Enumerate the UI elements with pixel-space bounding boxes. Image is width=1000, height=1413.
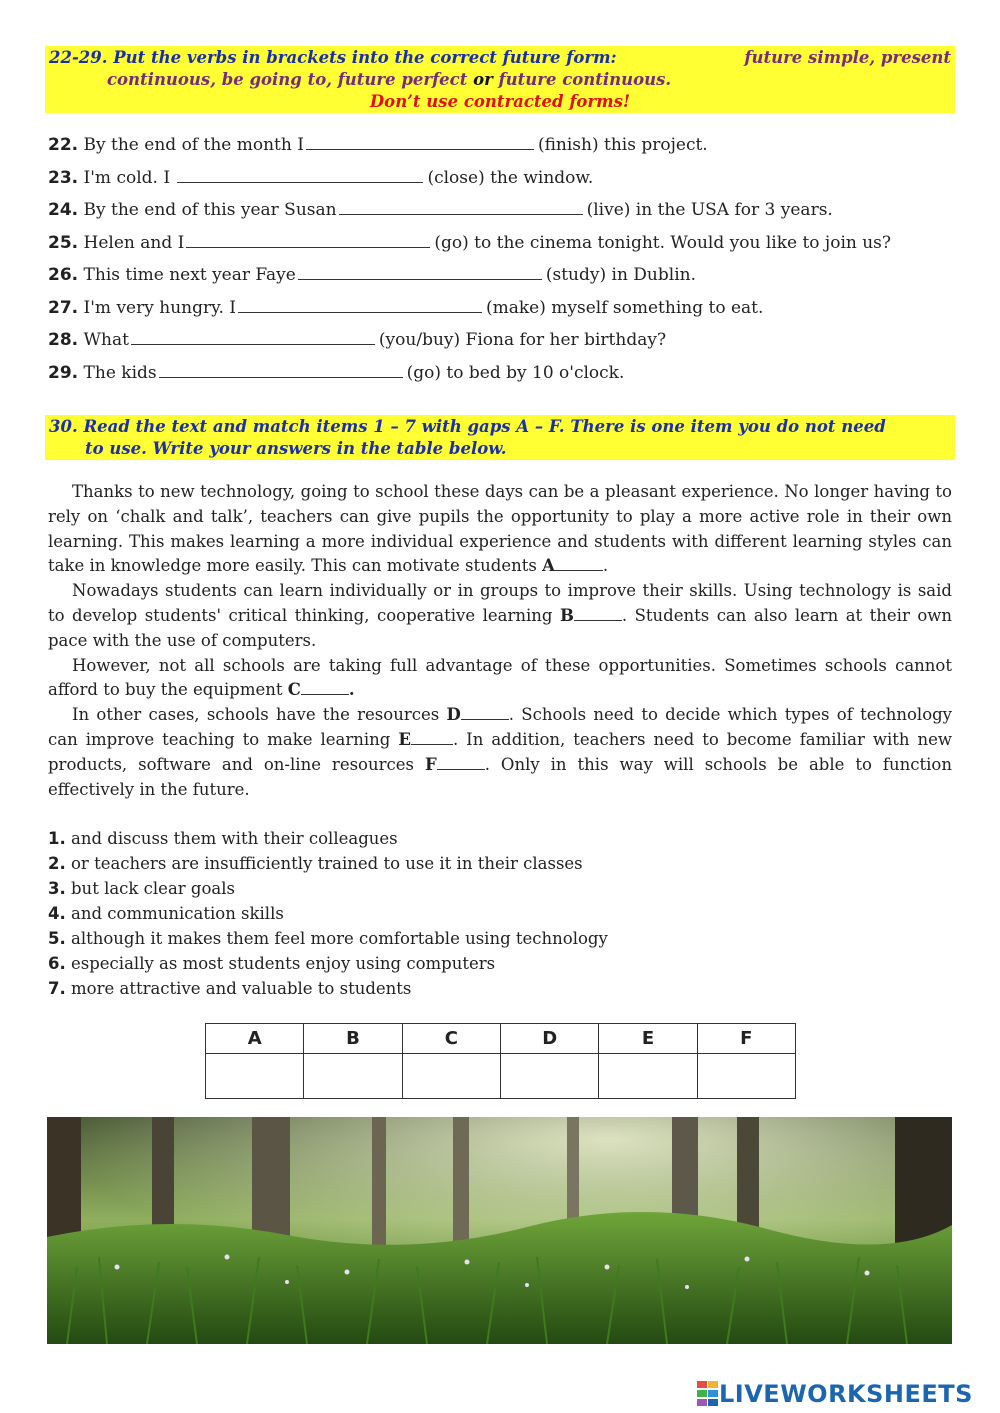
option-item: 5. although it makes them feel more comfortable using technology xyxy=(48,929,608,948)
logo-text: LIVEWORKSHEETS xyxy=(719,1380,973,1408)
question-26 xyxy=(48,262,968,295)
gap-d[interactable]: D xyxy=(446,705,508,724)
answer-blank[interactable] xyxy=(306,133,534,150)
option-item: 3. but lack clear goals xyxy=(48,879,235,898)
question-text: I'm cold. I xyxy=(83,167,171,188)
question-text: I'm very hungry. I xyxy=(83,297,236,318)
table-header-d: D xyxy=(501,1024,599,1054)
gap-b[interactable]: B xyxy=(560,606,622,625)
task1-forms-2: continuous, be going to, future perfect xyxy=(107,70,468,89)
task1-forms-3: future continuous. xyxy=(498,70,672,89)
paragraph-2: Nowadays students can learn individually or in groups to improve their skills. Using technology is said to develop students' critical thinking, cooperative learning B . Students can also learn at their own pace with the use of computers. xyxy=(48,581,952,650)
question-verb: (you/buy) Fiona for her birthday? xyxy=(378,330,667,350)
option-item: 6. especially as most students enjoy using computers xyxy=(48,954,496,973)
question-29 xyxy=(48,360,968,393)
question-number: 28. xyxy=(48,330,79,350)
option-item: 7. more attractive and valuable to students xyxy=(48,979,412,998)
paragraph-3: However, not all schools are taking full advantage of these opportunities. Sometimes schools cannot afford to buy the equipment C . xyxy=(48,655,952,700)
answer-cell-e[interactable] xyxy=(599,1054,697,1099)
liveworksheets-logo xyxy=(697,1379,973,1409)
answer-blank[interactable] xyxy=(298,263,542,280)
answer-table xyxy=(205,1023,796,1099)
answer-blank[interactable] xyxy=(177,166,423,183)
task2-line-2: to use. Write your answers in the table below. xyxy=(85,439,507,458)
forest-image xyxy=(47,1117,952,1344)
question-verb: (live) in the USA for 3 years. xyxy=(586,200,833,220)
answer-blank[interactable] xyxy=(186,231,430,248)
question-text: By the end of the month I xyxy=(83,135,304,155)
question-27 xyxy=(48,295,968,328)
task1-number: 22-29. xyxy=(49,48,108,67)
question-text: Helen and I xyxy=(83,232,185,253)
task1-intro: Put the verbs in brackets into the correct future form: xyxy=(113,48,617,67)
gap-a[interactable]: A xyxy=(542,556,603,575)
answer-blank[interactable] xyxy=(131,328,375,345)
answer-blank[interactable] xyxy=(159,361,403,378)
question-number: 26. xyxy=(48,265,79,285)
question-number: 25. xyxy=(48,232,79,253)
question-number: 24. xyxy=(48,200,79,220)
answer-blank[interactable] xyxy=(339,198,583,215)
option-item: 2. or teachers are insufficiently trained to use it in their classes xyxy=(48,854,583,873)
question-list xyxy=(48,132,968,392)
answer-cell-c[interactable] xyxy=(402,1054,500,1099)
task1-or: or xyxy=(473,70,493,89)
question-verb: (finish) this project. xyxy=(537,135,708,155)
forest-illustration xyxy=(47,1117,952,1344)
option-item: 4. and communication skills xyxy=(48,904,284,923)
question-text: This time next year Faye xyxy=(83,265,296,285)
table-header-b: B xyxy=(304,1024,402,1054)
answer-cell-d[interactable] xyxy=(501,1054,599,1099)
question-verb: (go) to bed by 10 o'clock. xyxy=(406,362,625,383)
table-header-c: C xyxy=(402,1024,500,1054)
answer-cell-b[interactable] xyxy=(304,1054,402,1099)
task1-forms-1: future simple, present xyxy=(744,48,951,67)
question-23 xyxy=(48,165,968,198)
answer-cell-a[interactable] xyxy=(206,1054,304,1099)
reading-passage xyxy=(48,480,952,802)
question-verb: (close) the window. xyxy=(427,167,594,188)
question-text: What xyxy=(83,330,129,350)
question-verb: (go) to the cinema tonight. Would you like to join us? xyxy=(434,232,892,253)
task1-instructions xyxy=(45,46,955,113)
table-header-e: E xyxy=(599,1024,697,1054)
question-number: 29. xyxy=(48,362,79,383)
answer-blank[interactable] xyxy=(238,296,482,313)
question-25 xyxy=(48,230,968,263)
gap-f[interactable]: F xyxy=(425,755,485,774)
question-number: 27. xyxy=(48,297,79,318)
question-24 xyxy=(48,197,968,230)
gap-c[interactable]: C xyxy=(288,680,349,699)
answer-cell-f[interactable] xyxy=(697,1054,795,1099)
gap-e[interactable]: E xyxy=(398,730,453,749)
question-text: By the end of this year Susan xyxy=(83,200,337,220)
option-item: 1. and discuss them with their colleagues xyxy=(48,829,398,848)
question-text: The kids xyxy=(83,362,157,383)
question-verb: (make) myself something to eat. xyxy=(485,297,764,318)
task1-warning: Don’t use contracted forms! xyxy=(369,92,631,111)
table-header-f: F xyxy=(697,1024,795,1054)
table-header-a: A xyxy=(206,1024,304,1054)
question-verb: (study) in Dublin. xyxy=(545,265,696,285)
options-list xyxy=(48,826,948,1001)
question-number: 22. xyxy=(48,135,79,155)
paragraph-4: In other cases, schools have the resources D . Schools need to decide which types of technology can improve teaching to make learning E . In addition, teachers need to become familiar with new products, software and on-line resources F . Only in this way will schools be able to function effectively in the future. xyxy=(48,705,953,799)
question-number: 23. xyxy=(48,167,79,188)
question-28 xyxy=(48,327,968,360)
task2-line-1: 30. Read the text and match items 1 – 7 with gaps A – F. There is one item you do not need xyxy=(49,417,886,436)
question-22 xyxy=(48,132,968,165)
paragraph-1: Thanks to new technology, going to school these days can be a pleasant experience. No longer having to rely on ‘chalk and talk’, teachers can give pupils the opportunity to play a more active role in their own learning. This makes learning a more individual experience and students with different learning styles can take in knowledge more easily. This can motivate students A . xyxy=(48,482,952,576)
task2-instructions xyxy=(45,415,955,460)
logo-icon xyxy=(697,1381,719,1407)
